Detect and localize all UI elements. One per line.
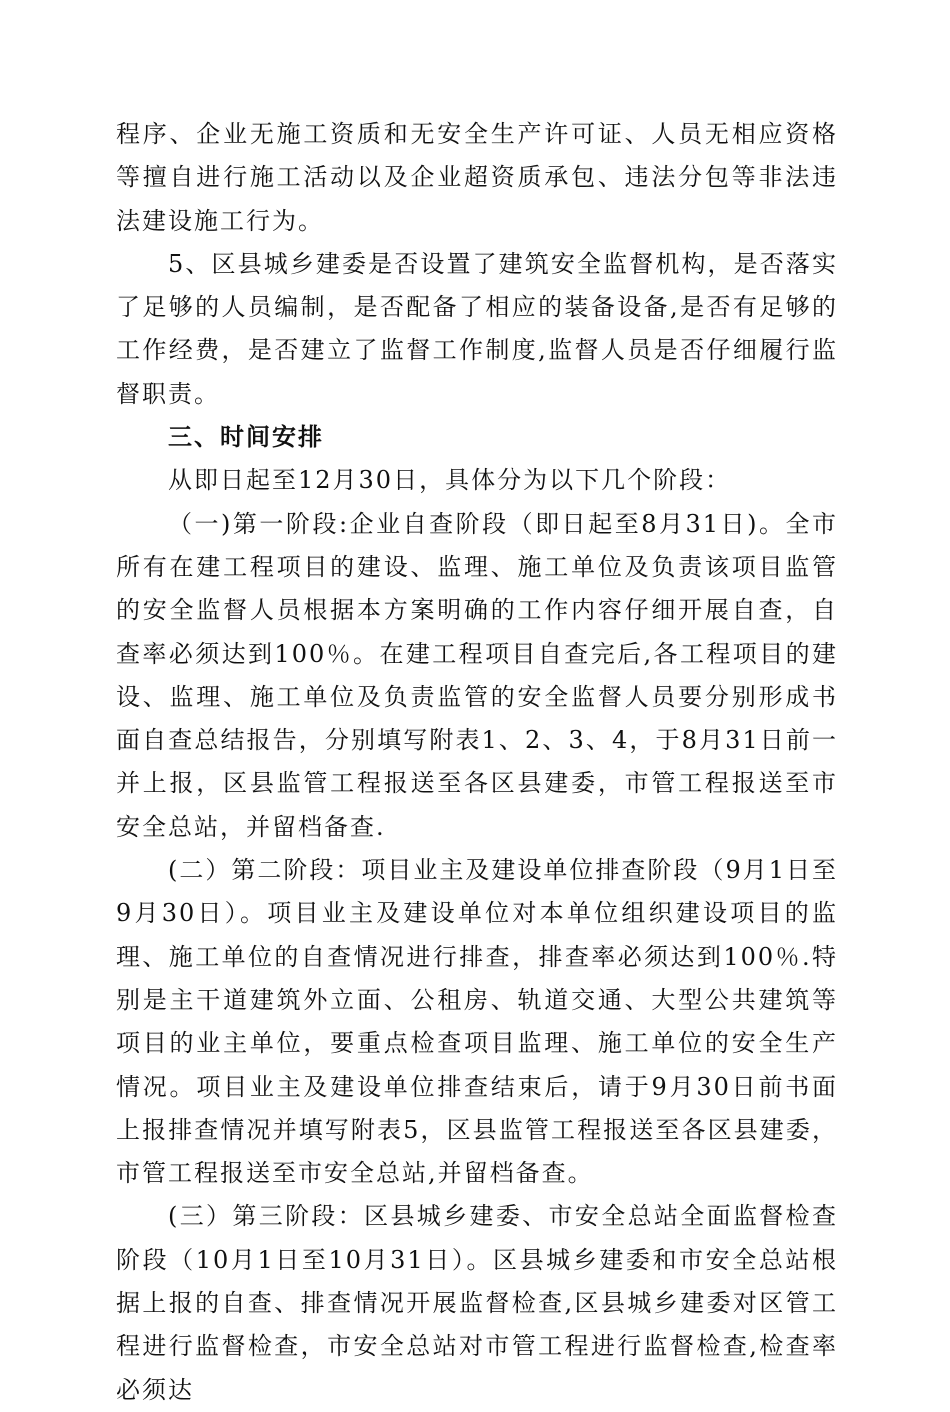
paragraph-violations-continued: 程序、企业无施工资质和无安全生产许可证、人员无相应资格等擅自进行施工活动以及企业超资质承包、违法分包等非法违法建设施工行为。 bbox=[116, 120, 838, 235]
paragraph-phase-3: (三）第三阶段：区县城乡建委、市安全总站全面监督检查阶段（10月1日至10月31日）。区县城乡建委和市安全总站根据上报的自查、排查情况开展监督检查,区县城乡建委对区管工程进行监督检查，市安全总站对市管工程进行监督检查,检查率必须达 bbox=[116, 1202, 838, 1404]
paragraph-phase-1: （一)第一阶段:企业自查阶段（即日起至8月31日)。全市所有在建工程项目的建设、监理、施工单位及负责该项目监管的安全监督人员根据本方案明确的工作内容仔细开展自查，自查率必须达到100％。在建工程项目自查完后,各工程项目的建设、监理、施工单位及负责监管的安全监督人员要分别形成书面自查总结报告，分别填写附表1、2、3、4，于8月31日前一并上报，区县监管工程报送至各区县建委，市管工程报送至市安全总站，并留档备查. bbox=[116, 509, 838, 841]
document-body bbox=[116, 113, 838, 1412]
paragraph-schedule-intro: 从即日起至12月30日，具体分为以下几个阶段： bbox=[168, 466, 732, 495]
paragraph-phase-2: (二）第二阶段：项目业主及建设单位排查阶段（9月1日至9月30日）。项目业主及建设单位对本单位组织建设项目的监理、施工单位的自查情况进行排查，排查率必须达到100％.特别是主干道建筑外立面、公租房、轨道交通、大型公共建筑等项目的业主单位，要重点检查项目监理、施工单位的安全生产情况。项目业主及建设单位排查结束后，请于9月30日前书面上报排查情况并填写附表5，区县监管工程报送至各区县建委，市管工程报送至市安全总站,并留档备查。 bbox=[116, 856, 838, 1188]
paragraph-item-5: 5、区县城乡建委是否设置了建筑安全监督机构，是否落实了足够的人员编制，是否配备了相应的装备设备,是否有足够的工作经费，是否建立了监督工作制度,监督人员是否仔细履行监督职责。 bbox=[116, 249, 838, 408]
section-heading-schedule: 三、时间安排 bbox=[168, 423, 324, 452]
